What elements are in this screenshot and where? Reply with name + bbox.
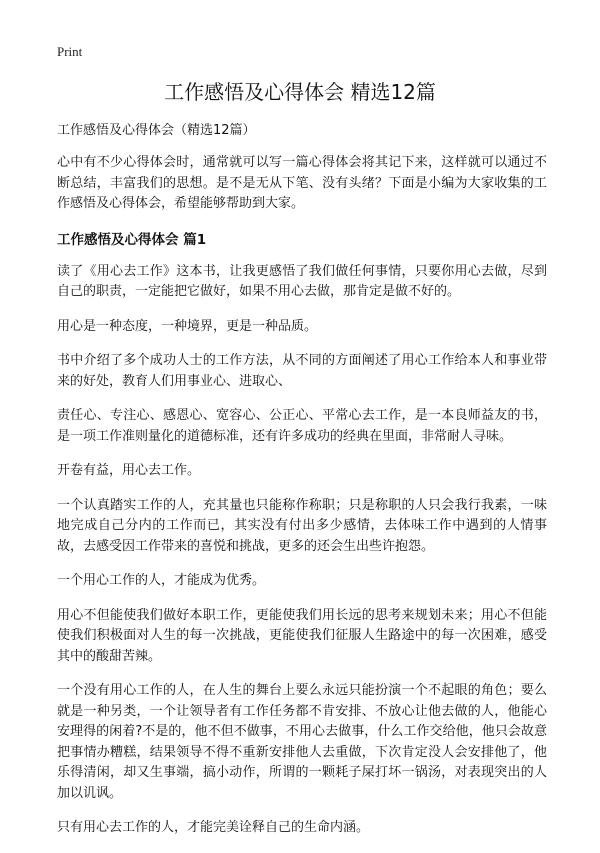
paragraph: 读了《用心去工作》这本书，让我更感悟了我们做任何事情，只要你用心去做，尽到自己的职责，一定能把它做好，如果不用心去做，那肯定是做不好的。 (57, 263, 547, 299)
article-subtitle: 工作感悟及心得体会（精选12篇） (57, 123, 256, 138)
paragraph: 只有用心去工作的人，才能完美诠释自己的生命内涵。 (57, 820, 370, 835)
paragraph: 开卷有益，用心去工作。 (57, 463, 201, 478)
article-body (57, 121, 547, 853)
paragraph: 用心是一种态度，一种境界，更是一种品质。 (57, 318, 318, 334)
page-title: 工作感悟及心得体会 精选12篇 (164, 80, 436, 104)
paragraph: 书中介绍了多个成功人士的工作方法，从不同的方面阐述了用心工作给本人和事业带来的好处，教育人们用事业心、进取心、 (57, 353, 547, 389)
paragraph: 一个认真踏实工作的人，充其量也只能称作称职；只是称职的人只会我行我素，一味地完成自己分内的工作而已，其实没有付出多少感情，去体味工作中遇到的人情事故，去感受因工作带来的喜悦和挑战，更多的还会生出些许抱怨。 (57, 497, 547, 554)
paragraph: 责任心、专注心、感恩心、宽容心、公正心、平常心去工作，是一本良师益友的书，是一项工作准则量化的道德标准，还有许多成功的经典在里面，非常耐人寻味。 (57, 408, 547, 444)
section-heading: 工作感悟及心得体会 篇1 (57, 231, 207, 248)
paragraph: 用心不但能使我们做好本职工作，更能使我们用长远的思考来规划未来；用心不但能使我们积极面对人生的每一次挑战，更能使我们征服人生路途中的每一次困难，感受其中的酸甜苦辣。 (57, 607, 547, 664)
paragraph: 一个没有用心工作的人，在人生的舞台上要么永远只能扮演一个不起眼的角色；要么就是一种另类，一个让领导者有工作任务都不肯安排、不放心让他去做的人，他能心安理得的闲着?不是的，他不但不做事，不用心去做事，什么工作交给他，他只会故意把事情办糟糕，结果领导不得不重新安排他人去重做，下次肯定没人会安排他了，他乐得清闲，却又生事端，搞小动作，所谓的一颗耗子屎打坏一锅汤，对表现突出的人加以讥讽。 (57, 683, 547, 801)
print-link[interactable]: Print (57, 44, 83, 59)
intro-paragraph: 心中有不少心得体会时，通常就可以写一篇心得体会将其记下来，这样就可以通过不断总结，丰富我们的思想。是不是无从下笔、没有头绪？下面是小编为大家收集的工作感悟及心得体会，希望能够帮助到大家。 (57, 155, 547, 211)
paragraph: 一个用心工作的人，才能成为优秀。 (57, 573, 266, 588)
